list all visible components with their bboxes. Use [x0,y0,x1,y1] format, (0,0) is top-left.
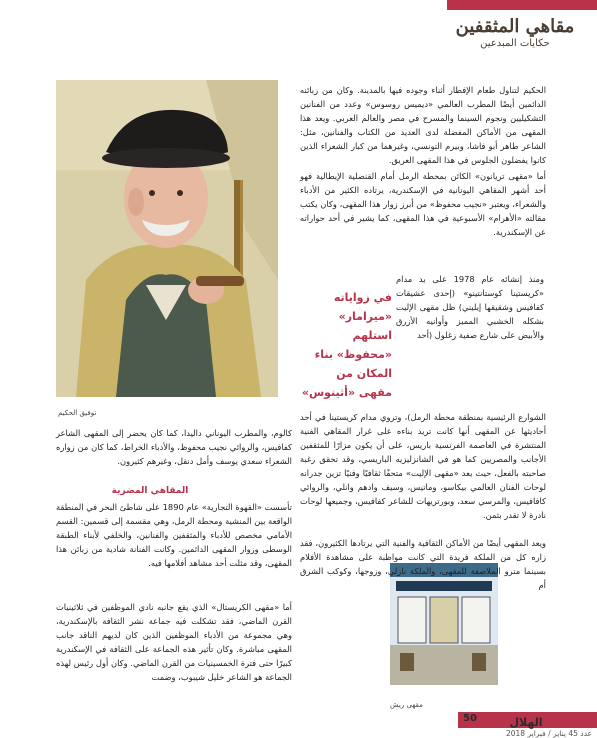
paragraph-commercial-cafe: تأسست «القهوة التجارية» عام 1890 على شاطئ البحر في المنطقة الواقعة بين المنشية ومحطة الرمل، وهي مقسمة إلى قسمين: القسم الأمامي مخصص للأدباء والمثقفين والفنانين، والخلفي لأبناء الطبقة الوسطى وزوار المقهى الدائمين. وكانت الفنانة شادية من زبائن هذا المقهى، وقد مثلت أحد مشاهد أفلامها فيه. [56,502,292,568]
portrait-illustration [56,80,278,397]
portrait-painting [56,80,278,397]
magazine-logo-icon: الهلال [509,716,543,729]
paragraph-guests: كالوم، والمطرب اليوناني داليدا، كما كان يحضر إلى المقهى الشاعر كفافيس، والروائي نجيب محفوظ، والأدباء الخراط، كما كان من زواره الشعراء سعدي يوسف وأمل دنقل، وغيرهم كثيرون. [56,428,292,466]
article-column-left-egypt [56,500,292,570]
article-column-top [300,83,546,239]
paragraph-athineos: ومنذ إنشائه عام 1978 على يد مدام «كريستينا كوستانتينو» (إحدى عشيقات كفافيس وشقيقها إيليني) ظل مقهى الإليت بشكله الخشبي المميز وأوانيه الأزرق والأبيض على شارع صفية زغلول (أحد [396,274,545,340]
article-column-right-bottom [300,536,546,592]
paragraph-elite: الشوارع الرئيسية بمنطقة محطة الرمل)، وتروي مدام كريستينا في أحد أحاديثها عن المقهى أنها كانت تريد بناءه على غرار المقاهي الفنية المنتشرة في العاصمة الفرنسية باريس، على أن يكون مزارًا للمثقفين الأجانب والمصريين كما هو في الشانزليزيه الباريسي، وقد تحقق رغبة صاحبته بالفعل، حيث يعد «مقهى الإليت» متحفًا ثقافيًا وفنيًا تزين جدرانه لوحات الفنان العالمي بيكاسو، وماتيس، وسيف وادهم وانلي، والروائي كافافيس، والمرسي سعد، وبورتريهات للشاعر كفافيس، وجميعها لوحات نادرة لا تقدر بثمن. [300,412,546,520]
article-column-left-bottom [56,600,292,684]
article-column-athineos [396,272,544,342]
section-logo [440,16,590,56]
page-number: 50 [463,713,477,724]
portrait-caption: توفيق الحكيم [58,409,97,417]
paragraph-crystal: أما «مقهى الكريستال» الذي يقع جانبه نادي الموظفين في ثلاثينيات القرن الماضي، فقد تشكلت فيه جماعة نشر الثقافة بالإسكندرية، وهي مجموعة من الأدباء الموظفين الذين كان لديهم الناقد جانب المقهى مباشرة. وكان تأثير هذه الجماعة على الثقافة في الإسكندرية كبيرًا حتى فترة الخمسينيات من القرن الماضي. وكان أول رئيس لهذه الجماعة هو الشاعر خليل شيبوب، وضمت [56,602,292,682]
article-column-left-mid [56,426,292,468]
issue-line: عدد 45 يناير / فبراير 2018 [505,729,592,738]
section-subhead: المقاهي المضرية [111,486,189,496]
section-logo-subtitle: حكايات المبدعين [480,38,550,49]
paragraph-trianon: أما «مقهى تريانون» الكائن بمحطة الرمل أمام القنصلية الإيطالية فهو أحد أشهر المقاهي اليونانية في الإسكندرية، يرتاده الكثير من الأدباء والشعراء، ويعتبر «نجيب محفوظ» من أبرز زوار هذا المقهى، وكان يكتب مقالته «الأهرام» الأسبوعية في هذا المقهى، كما يشير في أحد حواراته عن الإسكندرية. [300,171,546,237]
section-logo-title: مقاهي المثقفين [455,16,575,37]
header-tab-bar [447,0,597,10]
paragraph-visitors: ويعد المقهى أيضًا من الأماكن الثقافية والفنية التي يرتادها الكثيرون، فقد زاره كل من الملكة فريدة التي كانت مواظبة على مشاهدة الأفلام بسينما مترو الملاصقة للمقهى، والملكة نازلي، وزوجها، وكوكب الشرق أم [300,538,546,590]
cafe-caption: مقهى ريش [390,701,423,709]
article-column-right-lower [300,410,546,522]
pull-quote: في زواياته «ميرامار» استلهم «محفوظ» بناء المكان من مقهى «أثينوس» [301,291,392,399]
paragraph-intro: الحكيم لتناول طعام الإفطار أثناء وجوده فيها بالمدينة. وكان من زبائنه الدائمين أيضًا المطرب العالمي «ديميس روسوس» وعدد من الفنانين التشكيليين ونجوم السينما والمسرح في مصر والعالم العربي. ويعد هذا المقهى من الأماكن المفضلة لدى العديد من الكتاب والفنانين، مثل: الشاعر طاهر أبو فاشا، وبيرم التونسي، وغيرهما من كبار الشعراء الذين كانوا يفضلون الجلوس في هذا المقهى العريق. [300,85,546,165]
